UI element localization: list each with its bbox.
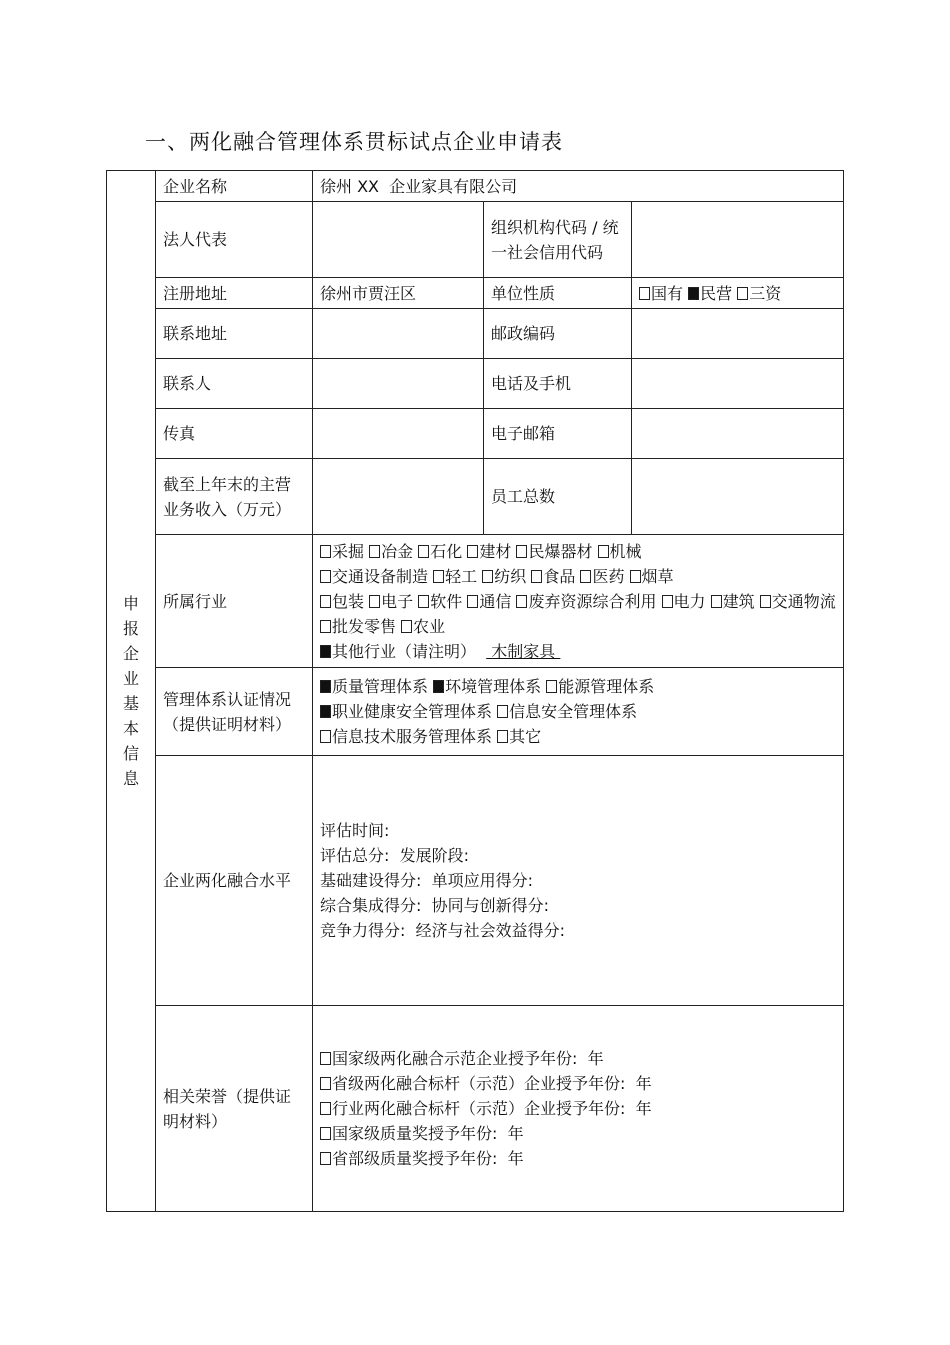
cert-checkbox[interactable] [320, 680, 331, 693]
org-code-value[interactable] [632, 202, 844, 278]
email-value[interactable] [632, 409, 844, 459]
industry-option[interactable] [401, 617, 445, 636]
industry-checkbox[interactable] [467, 545, 478, 558]
eval-base: 基础建设得分: 单项应用得分: [320, 871, 533, 890]
honor-line [320, 1046, 836, 1071]
honor-checkbox[interactable] [320, 1127, 331, 1140]
industry-label: 电力 [673, 591, 706, 611]
industry-line [320, 564, 836, 589]
cert-line [320, 724, 836, 749]
industry-label: 民爆器材 [528, 541, 593, 561]
industry-checkbox[interactable] [711, 595, 722, 608]
industry-checkbox[interactable] [760, 595, 771, 608]
industry-label: 冶金 [381, 541, 414, 561]
cert-option[interactable] [497, 702, 637, 721]
cert-label: 能源管理体系 [558, 677, 655, 696]
honor-option[interactable] [320, 1124, 524, 1143]
eval-integration: 综合集成得分: 协同与创新得分: [320, 896, 549, 915]
industry-option[interactable] [711, 592, 755, 611]
industry-label: 所属行业 [156, 535, 313, 668]
industry-checkbox[interactable] [662, 595, 673, 608]
industry-option[interactable] [467, 592, 511, 611]
industry-other-line [320, 639, 836, 664]
industry-option[interactable] [531, 567, 575, 586]
honor-line [320, 1146, 836, 1171]
industry-option[interactable] [369, 592, 413, 611]
industry-checkbox[interactable] [531, 570, 542, 583]
industry-label: 石化 [430, 541, 463, 561]
unit-nature-option[interactable] [639, 284, 683, 303]
legal-rep-value[interactable] [313, 202, 484, 278]
industry-checkbox[interactable] [467, 595, 478, 608]
cert-label: 质量管理体系 [332, 677, 429, 696]
page-title: 一、两化融合管理体系贯标试点企业申请表 [145, 130, 563, 154]
employees-label: 员工总数 [484, 459, 632, 535]
honor-label: 国家级两化融合示范企业授予年份: 年 [332, 1049, 604, 1068]
industry-option[interactable] [760, 592, 836, 611]
reg-address-label: 注册地址 [156, 278, 313, 309]
industry-label: 废弃资源综合利用 [528, 591, 657, 611]
industry-checkbox[interactable] [630, 570, 641, 583]
unit-nature-options [632, 278, 844, 309]
unit-nature-checkbox[interactable] [639, 287, 650, 300]
industry-label: 采掘 [332, 541, 365, 561]
industry-checkbox[interactable] [320, 545, 331, 558]
cert-option[interactable] [433, 677, 541, 696]
industry-other-label: 其他行业（请注明） [332, 641, 477, 661]
company-name-value[interactable]: 徐州 XX 企业家具有限公司 [313, 171, 844, 202]
cert-label: 信息技术服务管理体系 [332, 727, 493, 746]
industry-checkbox[interactable] [401, 620, 412, 633]
industry-label: 食品 [543, 566, 576, 586]
industry-options [313, 535, 844, 668]
cert-label: 职业健康安全管理体系 [332, 702, 493, 721]
cert-option[interactable] [546, 677, 654, 696]
honor-option[interactable] [320, 1149, 524, 1168]
industry-option[interactable] [662, 592, 706, 611]
industry-label: 纺织 [494, 566, 527, 586]
eval-competition: 竞争力得分: 经济与社会效益得分: [320, 921, 565, 940]
unit-nature-label: 单位性质 [484, 278, 632, 309]
honor-checkbox[interactable] [320, 1152, 331, 1165]
industry-label: 机械 [609, 541, 642, 561]
industry-label: 轻工 [445, 566, 478, 586]
honor-line [320, 1071, 836, 1096]
cert-checkbox[interactable] [433, 680, 444, 693]
industry-label: 交通设备制造 [332, 566, 429, 586]
company-name-label: 企业名称 [156, 171, 313, 202]
honor-line [320, 1121, 836, 1146]
industry-checkbox[interactable] [320, 570, 331, 583]
industry-label: 医药 [592, 566, 625, 586]
contact-address-value[interactable] [313, 309, 484, 359]
industry-other-checkbox[interactable] [320, 645, 331, 658]
honor-checkbox[interactable] [320, 1052, 331, 1065]
industry-checkbox[interactable] [369, 595, 380, 608]
industry-checkbox[interactable] [482, 570, 493, 583]
honor-option[interactable] [320, 1074, 652, 1093]
industry-label: 电子 [381, 591, 414, 611]
reg-address-value[interactable]: 徐州市贾汪区 [313, 278, 484, 309]
unit-nature-checkbox[interactable] [688, 287, 699, 300]
email-label: 电子邮箱 [484, 409, 632, 459]
cert-option[interactable] [320, 677, 428, 696]
honor-checkbox[interactable] [320, 1102, 331, 1115]
honor-label: 国家级质量奖授予年份: 年 [332, 1124, 524, 1143]
level-label: 企业两化融合水平 [156, 756, 313, 1006]
industry-option[interactable] [369, 542, 413, 561]
cert-checkbox[interactable] [546, 680, 557, 693]
industry-label: 交通物流 [771, 591, 836, 611]
industry-option[interactable] [320, 617, 396, 636]
industry-option[interactable] [580, 567, 624, 586]
industry-option[interactable] [418, 542, 462, 561]
industry-option[interactable] [418, 592, 462, 611]
industry-label: 建筑 [722, 591, 755, 611]
industry-checkbox[interactable] [516, 595, 527, 608]
industry-checkbox[interactable] [418, 595, 429, 608]
industry-other-value[interactable]: 木制家具 [486, 641, 561, 661]
cert-option[interactable] [497, 727, 541, 746]
fax-label: 传真 [156, 409, 313, 459]
eval-time: 评估时间: [320, 821, 390, 840]
industry-option[interactable] [630, 567, 674, 586]
industry-checkbox[interactable] [516, 545, 527, 558]
contact-person-label: 联系人 [156, 359, 313, 409]
unit-nature-option[interactable] [737, 284, 781, 303]
phone-label: 电话及手机 [484, 359, 632, 409]
contact-person-value[interactable] [313, 359, 484, 409]
industry-label: 烟草 [641, 566, 674, 586]
industry-line [320, 539, 836, 564]
industry-option[interactable] [598, 542, 642, 561]
cert-checkbox[interactable] [497, 705, 508, 718]
industry-checkbox[interactable] [433, 570, 444, 583]
industry-label: 通信 [479, 591, 512, 611]
industry-option[interactable] [467, 542, 511, 561]
cert-label: 环境管理体系 [445, 677, 542, 696]
industry-checkbox[interactable] [418, 545, 429, 558]
unit-nature-label: 三资 [749, 283, 782, 303]
phone-value[interactable] [632, 359, 844, 409]
eval-total: 评估总分: 发展阶段: [320, 846, 469, 865]
revenue-label: 截至上年末的主营业务收入（万元） [156, 459, 313, 535]
industry-checkbox[interactable] [320, 595, 331, 608]
industry-line [320, 589, 836, 639]
cert-checkbox[interactable] [320, 730, 331, 743]
industry-label: 建材 [479, 541, 512, 561]
cert-checkbox[interactable] [320, 705, 331, 718]
fax-value[interactable] [313, 409, 484, 459]
legal-rep-label: 法人代表 [156, 202, 313, 278]
industry-label: 批发零售 [332, 616, 397, 636]
industry-label: 农业 [413, 616, 446, 636]
industry-option[interactable] [516, 592, 656, 611]
industry-checkbox[interactable] [598, 545, 609, 558]
revenue-value[interactable] [313, 459, 484, 535]
cert-label: 信息安全管理体系 [509, 702, 638, 721]
unit-nature-label: 国有 [651, 283, 684, 303]
employees-value[interactable] [632, 459, 844, 535]
industry-checkbox[interactable] [369, 545, 380, 558]
honors-label: 相关荣誉（提供证明材料） [156, 1006, 313, 1212]
unit-nature-option[interactable] [688, 284, 732, 303]
cert-line [320, 699, 836, 724]
industry-checkbox[interactable] [580, 570, 591, 583]
industry-option[interactable] [320, 592, 364, 611]
industry-option[interactable] [516, 542, 592, 561]
evaluation-block [313, 756, 844, 1006]
cert-line [320, 674, 836, 699]
industry-option[interactable] [482, 567, 526, 586]
cert-label: 管理体系认证情况（提供证明材料） [156, 668, 313, 756]
industry-option[interactable] [320, 567, 428, 586]
honor-label: 行业两化融合标杆（示范）企业授予年份: 年 [332, 1099, 652, 1118]
industry-option[interactable] [433, 567, 477, 586]
honor-option[interactable] [320, 1099, 652, 1118]
cert-option[interactable] [320, 727, 492, 746]
side-label: 申报企业基本信息 [122, 594, 139, 788]
cert-label: 其它 [509, 727, 542, 746]
side-label-cell [107, 171, 156, 1212]
postcode-value[interactable] [632, 309, 844, 359]
contact-address-label: 联系地址 [156, 309, 313, 359]
industry-label: 包装 [332, 591, 365, 611]
application-form-table [106, 170, 844, 1212]
honor-line [320, 1096, 836, 1121]
cert-options [313, 668, 844, 756]
industry-label: 软件 [430, 591, 463, 611]
unit-nature-label: 民营 [700, 283, 733, 303]
honor-label: 省级两化融合标杆（示范）企业授予年份: 年 [332, 1074, 652, 1093]
org-code-label: 组织机构代码 / 统一社会信用代码 [484, 202, 632, 278]
cert-option[interactable] [320, 702, 492, 721]
honor-checkbox[interactable] [320, 1077, 331, 1090]
industry-option[interactable] [320, 542, 364, 561]
honors-block [313, 1006, 844, 1212]
postcode-label: 邮政编码 [484, 309, 632, 359]
industry-checkbox[interactable] [320, 620, 331, 633]
honor-label: 省部级质量奖授予年份: 年 [332, 1149, 524, 1168]
unit-nature-checkbox[interactable] [737, 287, 748, 300]
honor-option[interactable] [320, 1049, 604, 1068]
cert-checkbox[interactable] [497, 730, 508, 743]
